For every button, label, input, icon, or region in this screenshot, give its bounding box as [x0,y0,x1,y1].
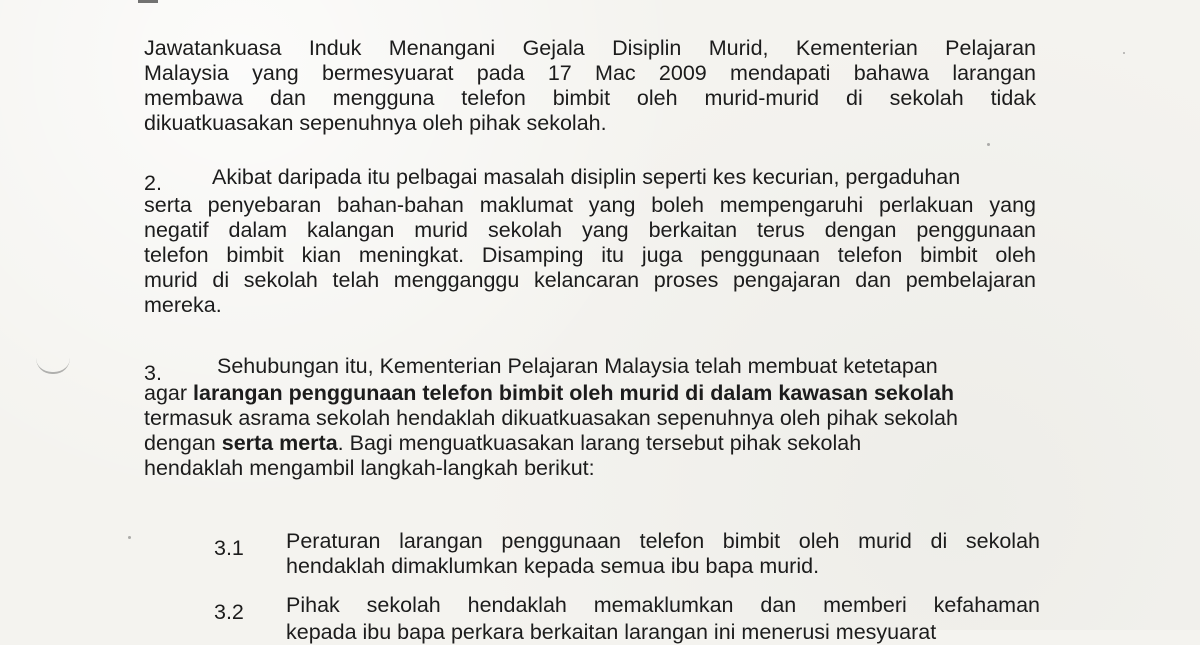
item-3-2-line-2-cropped: kepada ibu bapa perkara berkaitan larangan ini menerusi mesyuarat [286,620,937,644]
item-3-1-line-2: hendaklah dimaklumkan kepada semua ibu bapa murid. [286,554,820,578]
paragraph-2-line-1: Akibat daripada itu pelbagai masalah disiplin seperti kes kecurian, pergaduhan [212,165,961,189]
paragraph-1-line-1: Jawatankuasa Induk Menangani Gejala Disiplin Murid, Kementerian Pelajaran [144,36,1036,60]
paragraph-3-line-4-suffix: . Bagi menguatkuasakan larang tersebut pihak sekolah [337,431,862,455]
paragraph-3-line-5: hendaklah mengambil langkah-langkah berikut: [144,456,595,480]
item-3-2 [286,593,1040,618]
paragraph-3-bold-ban: larangan penggunaan telefon bimbit oleh murid di dalam kawasan sekolah [193,381,955,405]
item-3-2-number: 3.2 [214,600,244,624]
scan-speck [1123,52,1125,54]
margin-scan-mark [36,358,70,374]
paragraph-1-line-3: membawa dan mengguna telefon bimbit oleh murid-murid di sekolah tidak [144,86,1036,110]
top-edge-mark [138,0,158,3]
paragraph-3 [144,381,1036,481]
paragraph-1-line-2: Malaysia yang bermesyuarat pada 17 Mac 2009 mendapati bahawa larangan [144,61,1036,85]
item-3-2-line-1: Pihak sekolah hendaklah memaklumkan dan memberi kefahaman [286,593,1040,617]
scan-speck [128,536,131,539]
scan-speck [987,143,990,146]
paragraph-3-line-4-prefix: dengan [144,431,216,455]
item-3-1 [286,529,1040,579]
paragraph-2-line-5: murid di sekolah telah mengganggu kelancaran proses pengajaran dan pembelajaran [144,268,1036,292]
paragraph-2-line-2: serta penyebaran bahan-bahan maklumat yang boleh mempengaruhi perlakuan yang [144,193,1036,217]
paragraph-3-line-2-prefix: agar [144,381,188,405]
paragraph-3-line-4 [144,431,1036,456]
paragraph-2-line-4: telefon bimbit kian meningkat. Disamping itu juga penggunaan telefon bimbit oleh [144,243,1036,267]
paragraph-3-line-3: termasuk asrama sekolah hendaklah dikuatkuasakan sepenuhnya oleh pihak sekolah [144,406,958,430]
paragraph-2-line-3: negatif dalam kalangan murid sekolah yang berkaitan terus dengan penggunaan [144,218,1036,242]
paragraph-2 [144,193,1036,318]
paragraph-2-number: 2. [144,171,162,195]
paragraph-3-first-line-wrap [217,354,1037,379]
paragraph-3-bold-immediately: serta merta [221,431,338,455]
paragraph-2-first-line-wrap [212,165,1036,190]
paragraph-1-line-4: dikuatkuasakan sepenuhnya oleh pihak sekolah. [144,111,607,135]
paragraph-3-number: 3. [144,361,162,385]
item-3-1-line-1: Peraturan larangan penggunaan telefon bimbit oleh murid di sekolah [286,529,1040,553]
paragraph-1 [144,36,1036,136]
paragraph-3-line-1: Sehubungan itu, Kementerian Pelajaran Malaysia telah membuat ketetapan [217,354,938,378]
paragraph-2-line-6: mereka. [144,293,222,317]
item-3-1-number: 3.1 [214,536,244,560]
paragraph-3-line-2 [144,381,1036,406]
